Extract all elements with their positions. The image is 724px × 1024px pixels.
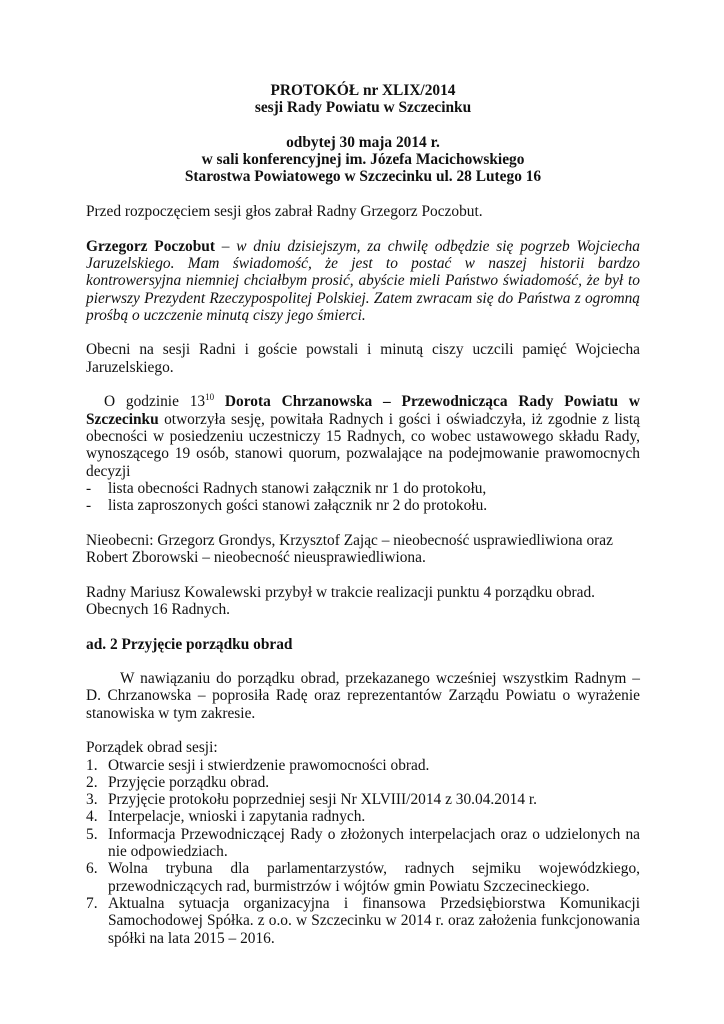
subtitle: sesji Rady Powiatu w Szczecinku bbox=[254, 99, 472, 117]
session-date: odbytej 30 maja 2014 r. bbox=[286, 133, 440, 151]
agenda-item bbox=[86, 791, 640, 808]
attachment-item bbox=[86, 497, 640, 514]
absent-paragraph: Nieobecni: Grzegorz Grondys, Krzysztof Zając – nieobecność usprawiedliwiona oraz Robert Zborowski – nieobecność nieusprawiedliwiona. bbox=[86, 531, 613, 567]
agenda-item bbox=[86, 860, 640, 895]
session-venue: w sali konferencyjnej im. Józefa Macichowskiego bbox=[201, 151, 525, 169]
section-heading: ad. 2 Przyjęcie porządku obrad bbox=[86, 635, 293, 653]
item-text: Wolna trybuna dla parlamentarzystów, radnych sejmiku wojewódzkiego, przewodniczących rad, burmistrzów i wójtów gmin Powiatu Szczecineckiego. bbox=[108, 860, 640, 895]
speech-text: – w dniu dzisiejszym, za chwilę odbędzie się pogrzeb Wojciecha Jaruzelskiego. Mam świadomość, że jest to postać w naszej historii bardzo kontrowersyjna niemniej chciałbym prosić, abyście mieli Państwo świadomość, że był to pierwszy Prezydent Rzeczypospolitej Polskiej. Zatem zwracam się do Państwa z ogromną prośbą o uczczenie minutą ciszy jego śmierci. bbox=[86, 237, 640, 324]
item-number: 4. bbox=[86, 808, 98, 826]
speech-paragraph bbox=[86, 238, 640, 324]
chair-name: Dorota Chrzanowska – Przewodnicząca Rady Powiatu w Szczecinku bbox=[86, 393, 640, 428]
speaker-name: Grzegorz Poczobut bbox=[86, 237, 215, 255]
agenda-item bbox=[86, 774, 640, 791]
item-number: 2. bbox=[86, 773, 98, 791]
item-text: Przyjęcie porządku obrad. bbox=[108, 773, 270, 791]
opening-text: otworzyła sesję, powitała Radnych i gości i oświadczyła, iż zgodnie z listą obecności w posiedzeniu uczestniczy 15 Radnych, co wobec ustawowego składu Rady, wynoszącego 19 osób, stanowi quorum, pozwalające na podejmowanie prawomocnych decyzji bbox=[86, 410, 640, 480]
agenda-item bbox=[86, 895, 640, 947]
item-text: Przyjęcie protokołu poprzedniej sesji Nr XLVIII/2014 z 30.04.2014 r. bbox=[108, 791, 537, 809]
document-page bbox=[86, 82, 640, 947]
item-number: 5. bbox=[86, 825, 98, 843]
time-superscript: 10 bbox=[205, 392, 215, 403]
agenda-list bbox=[86, 757, 640, 947]
item-text: Interpelacje, wnioski i zapytania radnych. bbox=[108, 808, 366, 826]
item-number: 3. bbox=[86, 791, 98, 809]
arrival-paragraph: Radny Mariusz Kowalewski przybył w trakcie realizacji punktu 4 porządku obrad. Obecnych 16 Radnych. bbox=[86, 583, 596, 618]
opening-paragraph bbox=[86, 393, 640, 479]
attachment-item bbox=[86, 480, 640, 497]
agenda-item bbox=[86, 826, 640, 861]
session-address: Starostwa Powiatowego w Szczecinku ul. 28 Lutego 16 bbox=[184, 168, 542, 186]
opening-prefix: O godzinie 13 bbox=[104, 393, 206, 411]
item-number: 1. bbox=[86, 756, 98, 774]
item-text: Aktualna sytuacja organizacyjna i finansowa Przedsiębiorstwa Komunikacji Samochodowej Spółka. z o.o. w Szczecinku w 2014 r. oraz założenia funkcjonowania spółki na lata 2015 – 2016. bbox=[108, 894, 640, 947]
item-text: Otwarcie sesji i stwierdzenie prawomocności obrad. bbox=[108, 756, 430, 774]
agenda-title: Porządek obrad sesji: bbox=[86, 739, 218, 757]
attachment-text: lista zaproszonych gości stanowi załącznik nr 2 do protokołu. bbox=[108, 497, 488, 515]
item-number: 6. bbox=[86, 860, 98, 878]
agenda-item bbox=[86, 757, 640, 774]
agenda-item bbox=[86, 808, 640, 825]
item-text: Informacja Przewodniczącej Rady o złożonych interpelacjach oraz o udzielonych na nie odpowiedziach. bbox=[108, 825, 640, 861]
title: PROTOKÓŁ nr XLIX/2014 bbox=[270, 82, 456, 99]
dash-marker: - bbox=[86, 479, 92, 497]
minute-silence-paragraph: Obecni na sesji Radni i goście powstali i minutą ciszy uczcili pamięć Wojciecha Jaruzelskiego. bbox=[86, 341, 640, 376]
section2-paragraph: W nawiązaniu do porządku obrad, przekazanego wcześniej wszystkim Radnym – D. Chrzanowska – poprosiła Radę oraz reprezentantów Zarządu Powiatu o wyrażenie stanowiska w tym zakresie. bbox=[86, 670, 640, 722]
item-number: 7. bbox=[86, 894, 98, 912]
attachment-text: lista obecności Radnych stanowi załącznik nr 1 do protokołu, bbox=[108, 479, 487, 497]
dash-marker: - bbox=[86, 497, 92, 515]
intro-paragraph: Przed rozpoczęciem sesji głos zabrał Radny Grzegorz Poczobut. bbox=[86, 203, 483, 221]
